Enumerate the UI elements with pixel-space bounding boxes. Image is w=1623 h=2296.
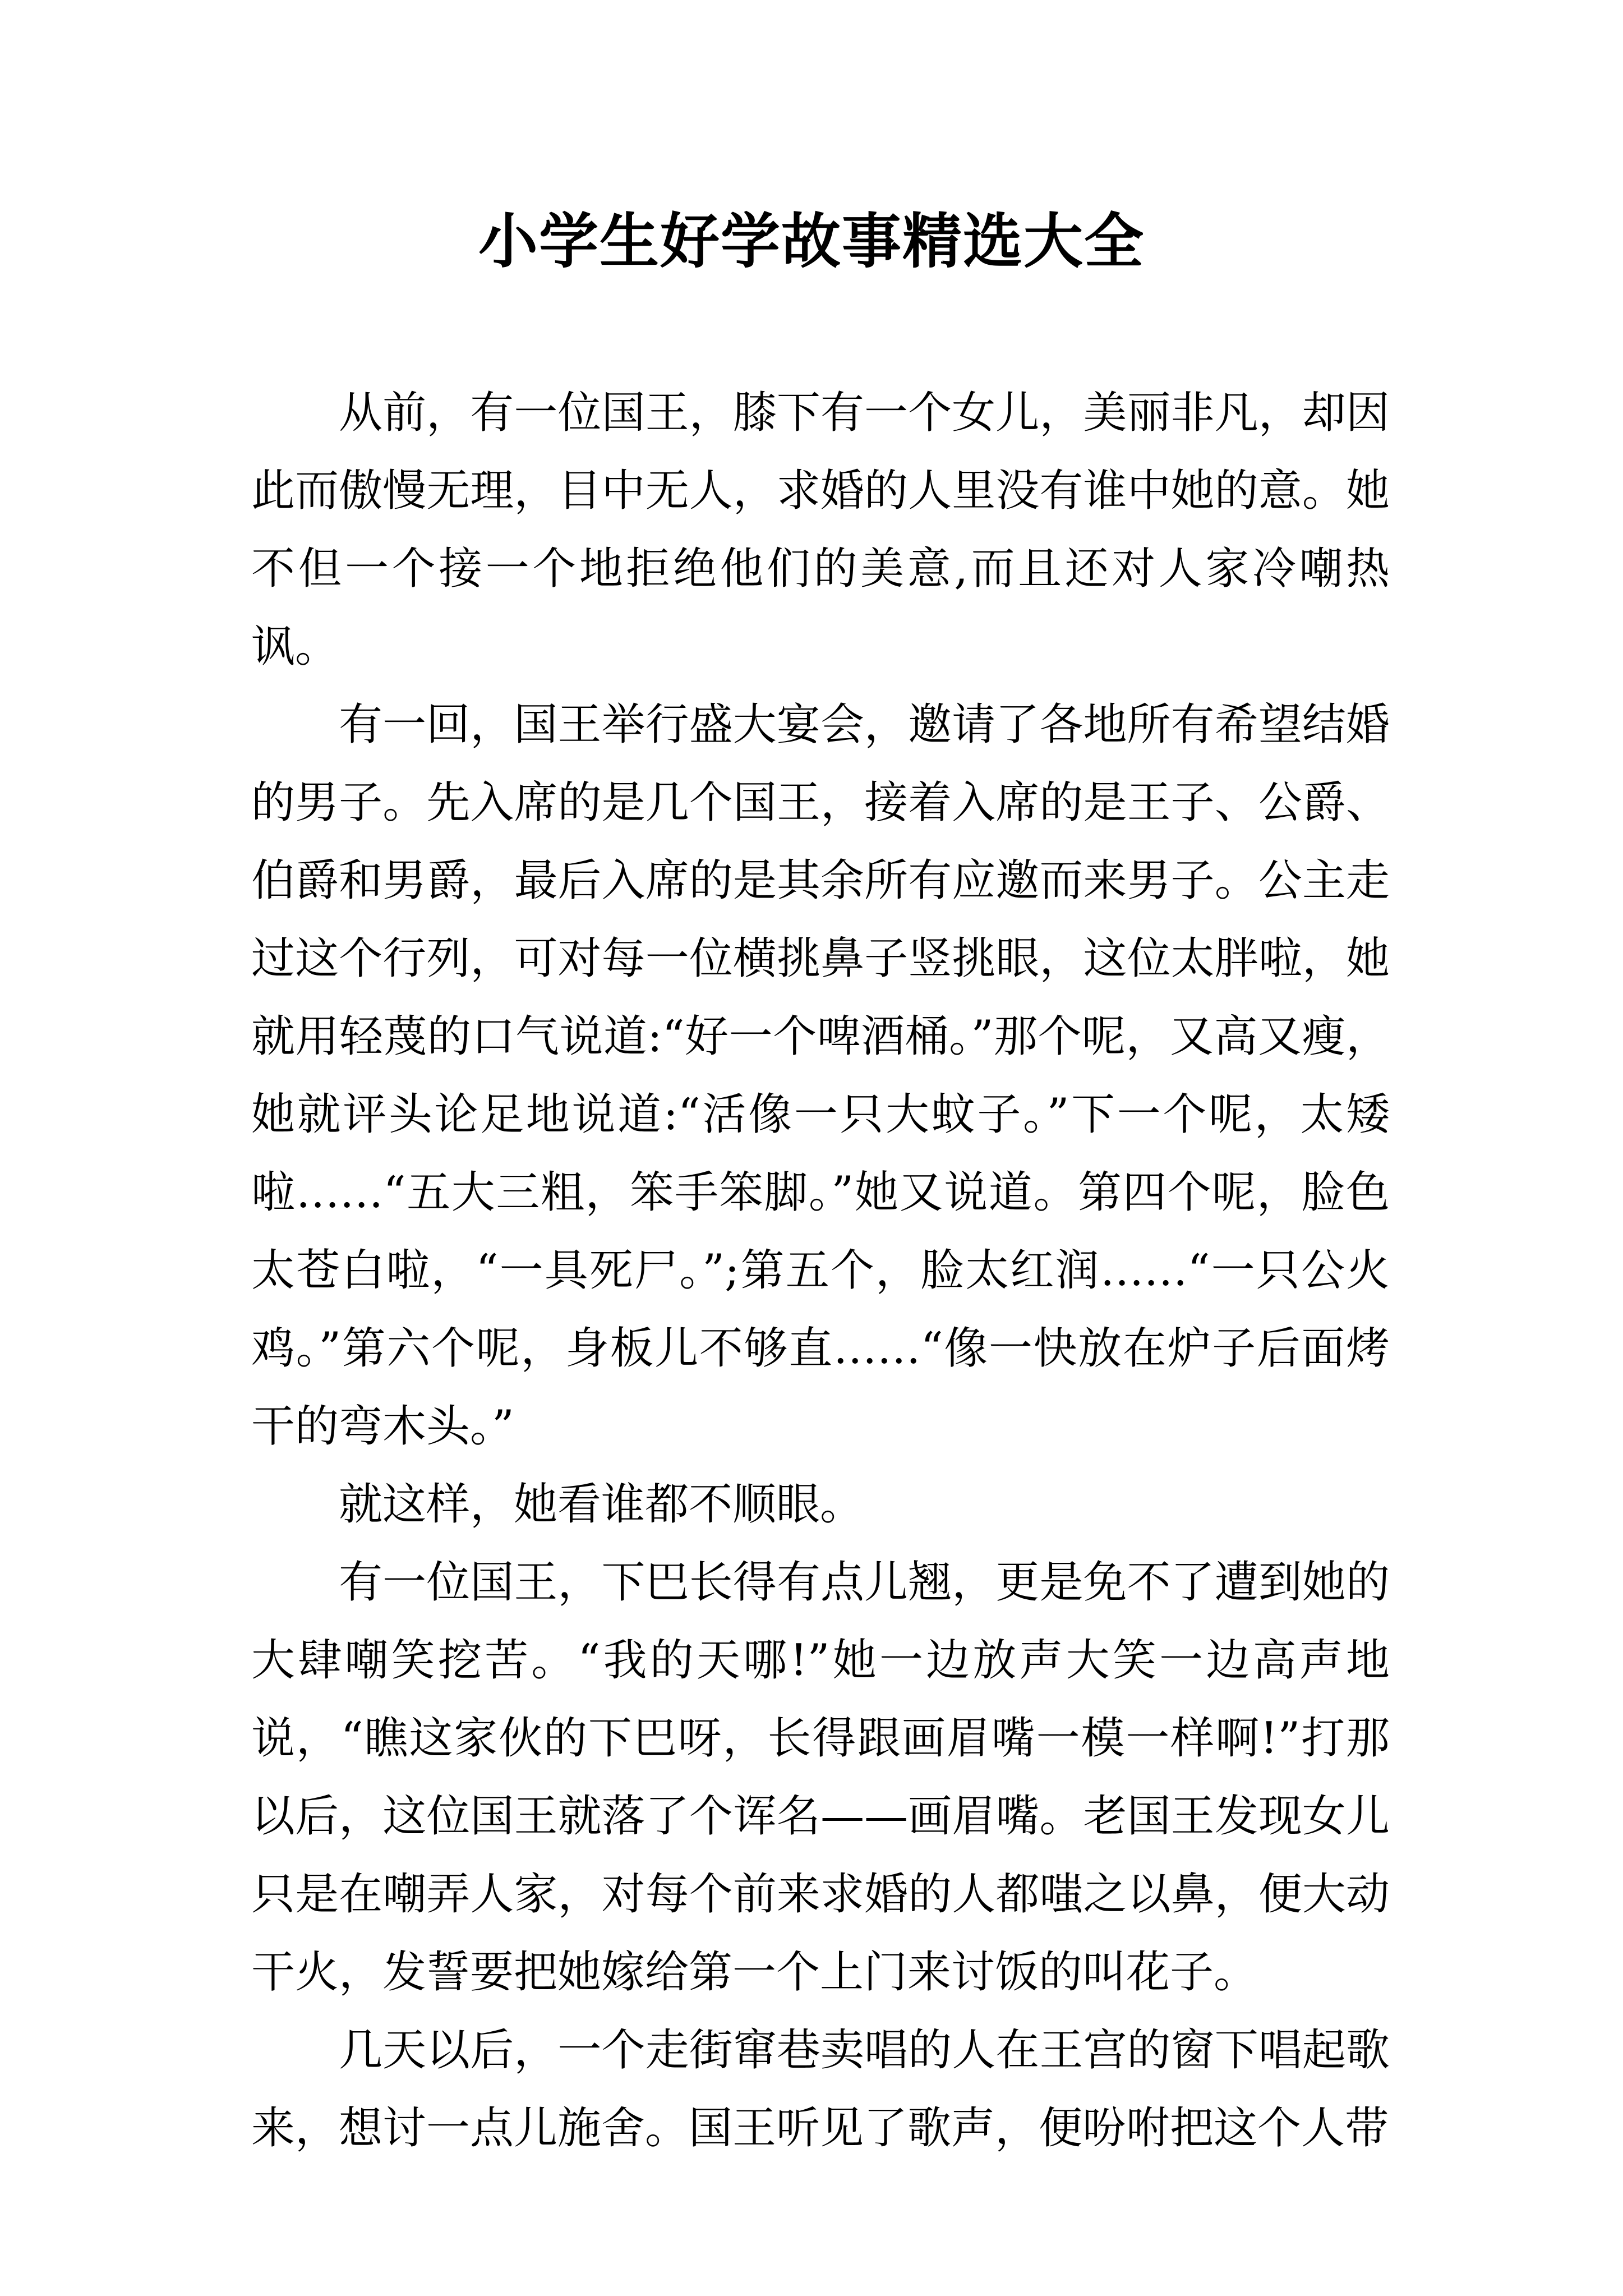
paragraph-4: 有一位国王，下巴长得有点儿翘，更是免不了遭到她的大肆嘲笑挖苦。“我的天哪!”她一边放声大笑一边高声地说，“瞧这家伙的下巴呀，长得跟画眉嘴一模一样啊!”打那以后，这位国王就落了个诨名——画眉嘴。老国王发现女儿只是在嘲弄人家，对每个前来求婚的人都嗤之以鼻，便大动干火，发誓要把她嫁给第一个上门来讨饭的叫花子。	[251, 1557, 1390, 1998]
paragraph-5: 几天以后，一个走街窜巷卖唱的人在王宫的窗下唱起歌来，想讨一点儿施舍。国王听见了歌声，便吩咐把这个人带	[251, 2025, 1390, 2154]
paragraph-1: 从前，有一位国王，膝下有一个女儿，美丽非凡，却因此而傲慢无理，目中无人，求婚的人里没有谁中她的意。她不但一个接一个地拒绝他们的美意,而且还对人家冷嘲热讽。	[251, 388, 1390, 672]
document-title: 小学生好学故事精选大全	[478, 206, 1145, 276]
document-body	[251, 374, 1390, 2168]
paragraph-2: 有一回，国王举行盛大宴会，邀请了各地所有希望结婚的男子。先入席的是几个国王，接着入席的是王子、公爵、伯爵和男爵，最后入席的是其余所有应邀而来男子。公主走过这个行列，可对每一位横挑鼻子竖挑眼，这位太胖啦，她就用轻蔑的口气说道:“好一个啤酒桶。”那个呢，又高又瘦，她就评头论足地说道:“活像一只大蚊子。”下一个呢，太矮啦……“五大三粗，笨手笨脚。”她又说道。第四个呢，脸色太苍白啦，“一具死尸。”;第五个，脸太红润……“一只公火鸡。”第六个呢，身板儿不够直……“像一快放在炉子后面烤干的弯木头。”	[251, 700, 1390, 1452]
paragraph-3: 就这样，她看谁都不顺眼。	[339, 1479, 864, 1530]
